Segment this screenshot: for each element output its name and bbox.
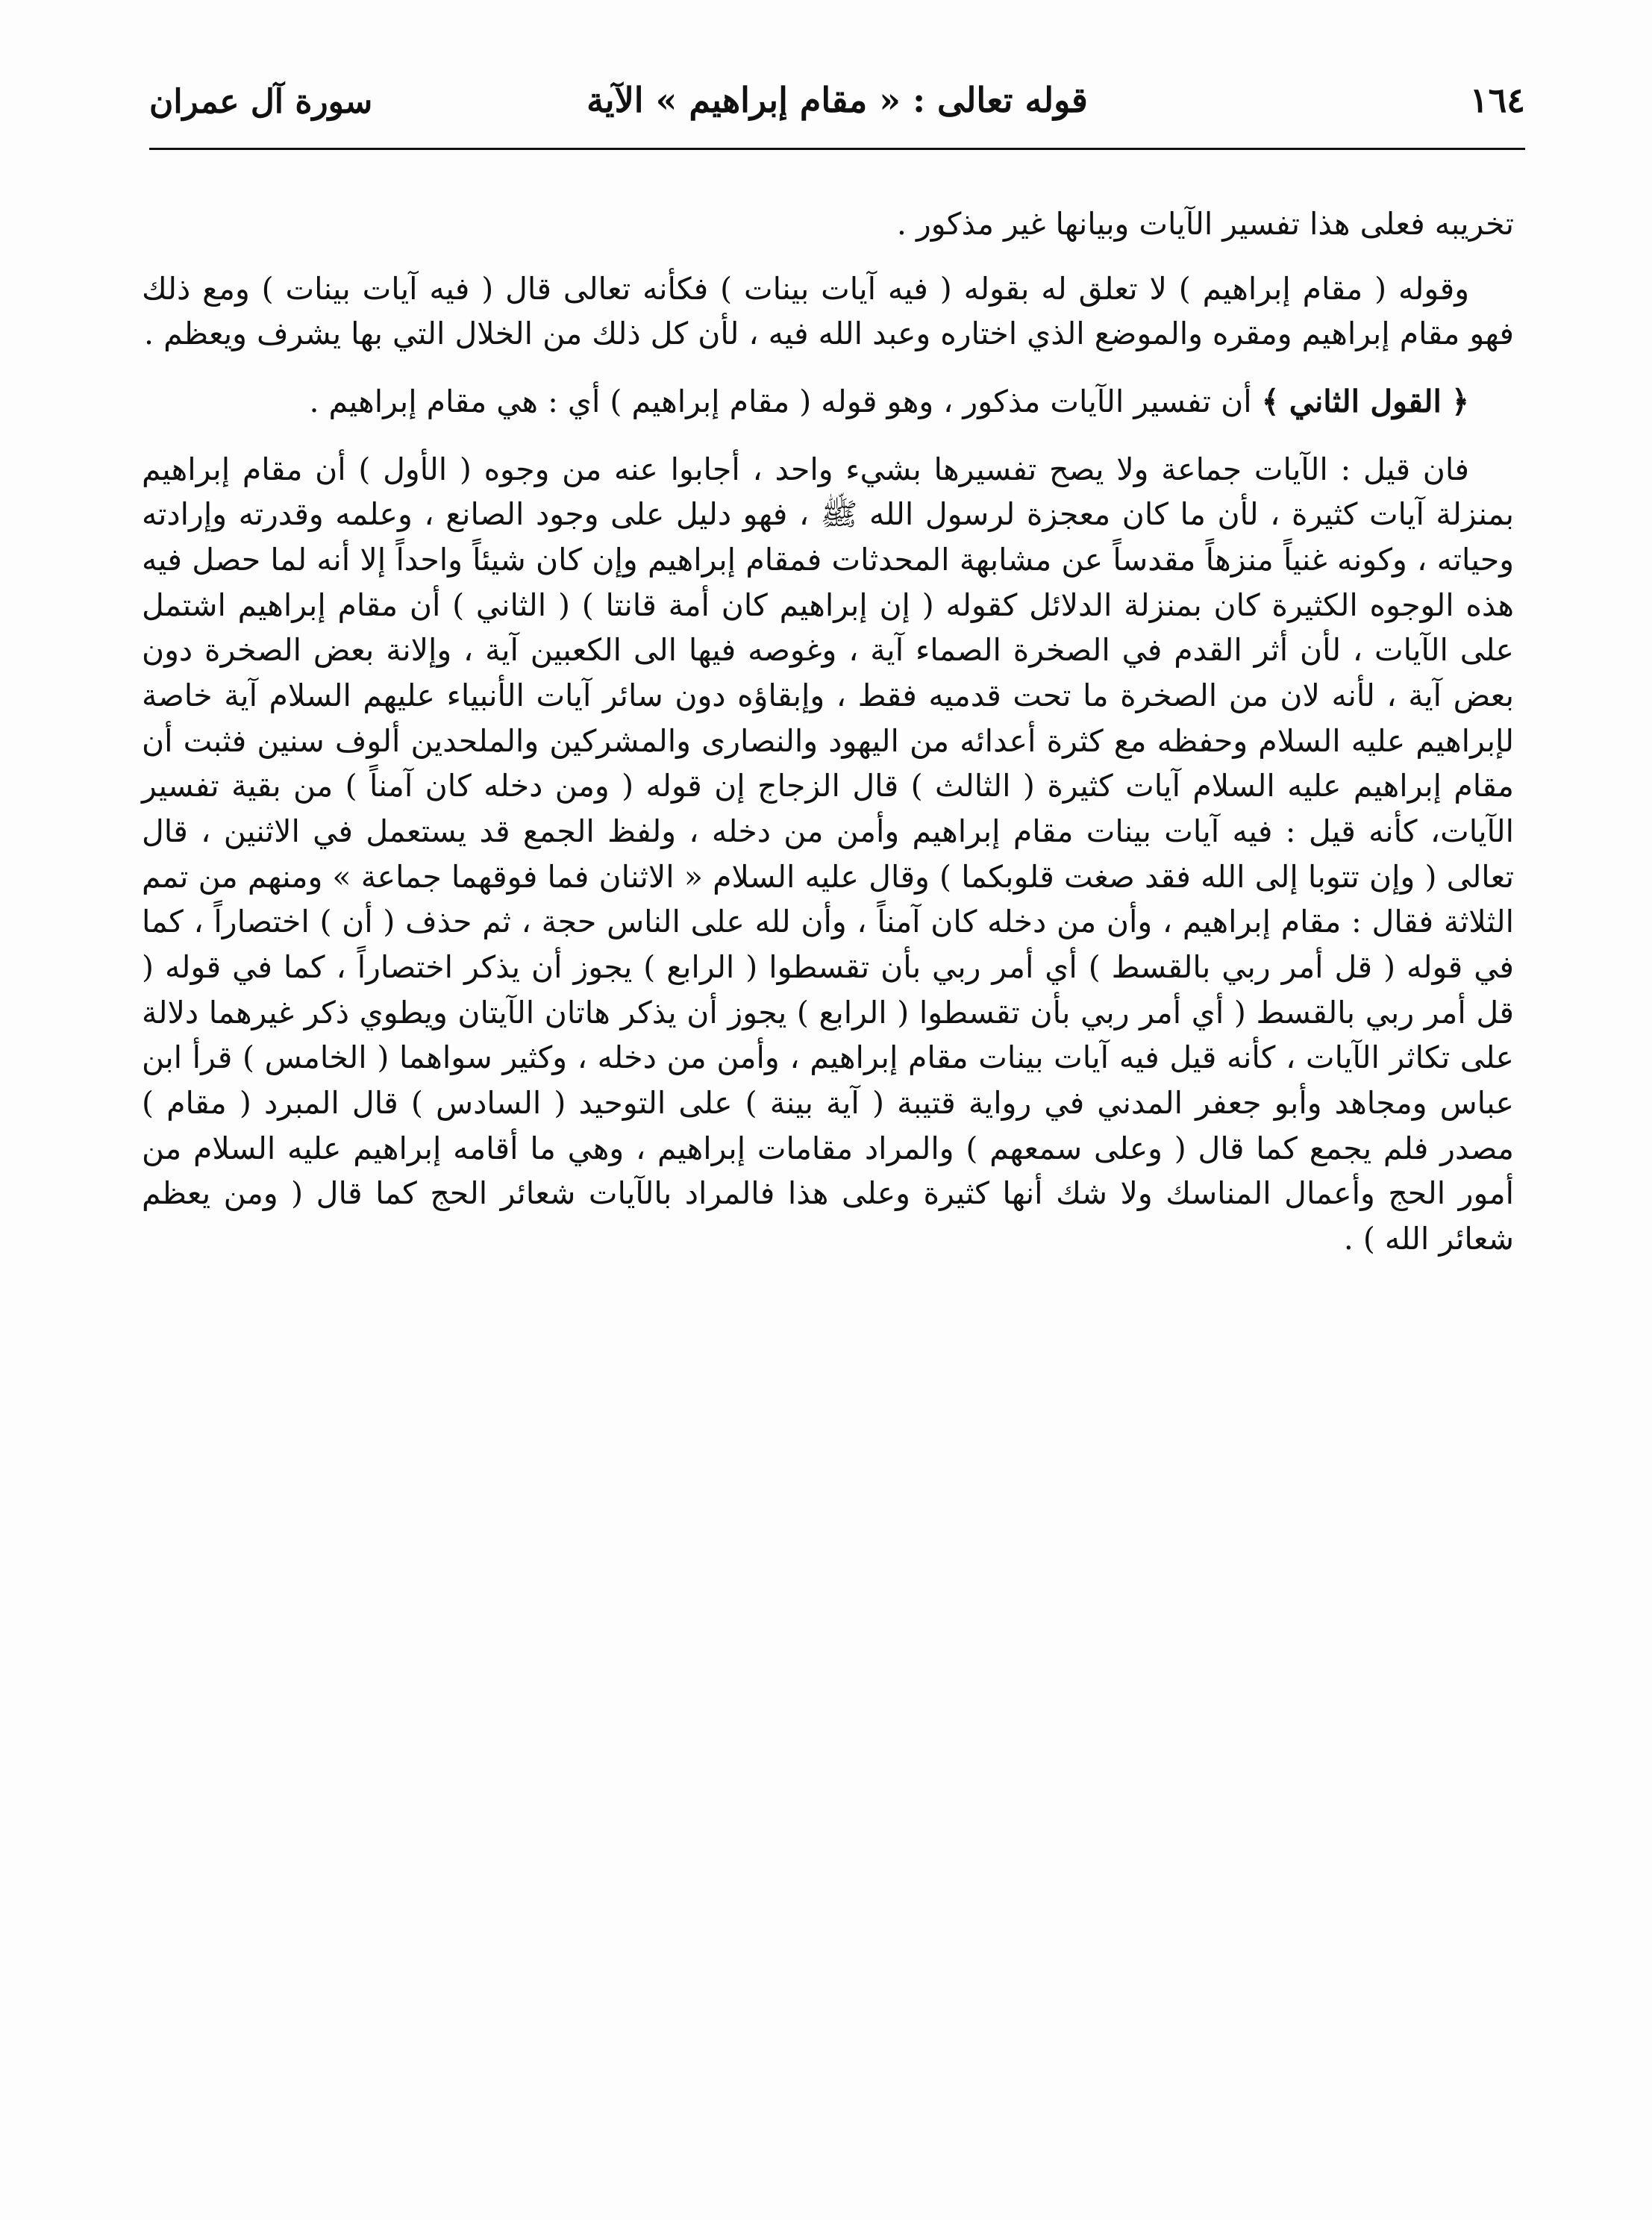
page-number: ١٦٤ [1469, 80, 1525, 120]
running-title: قوله تعالى : « مقام إبراهيم » الآية [586, 80, 1088, 120]
section-heading: القول الثاني [1289, 384, 1442, 420]
ornate-bracket-close: ﴾ [1261, 384, 1280, 420]
header-divider [149, 148, 1525, 150]
paragraph-2: وقوله ( مقام إبراهيم ) لا تعلق له بقوله ( فيه آيات بينات ) فكأنه تعالى قال ( فيه آيات بينات ) ومع ذلك فهو مقام إبراهيم ومقره والموضع الذي اختاره وعبد الله فيه ، لأن كل ذلك من الخلال التي بها يشرف ويعظم . [142, 270, 1514, 352]
paragraph-3-text: أن تفسير الآيات مذكور ، وهو قوله ( مقام إبراهيم ) أي : هي مقام إبراهيم . [309, 384, 1252, 420]
paragraph-1: تخريبه فعلى هذا تفسير الآيات وبيانها غير مذكور . [896, 206, 1514, 242]
surah-name: سورة آل عمران [149, 83, 373, 121]
page-body [142, 201, 1514, 1284]
page-header [149, 71, 1525, 138]
paragraph-3 [142, 379, 1514, 425]
ornate-bracket-open: ﴿ [1451, 384, 1469, 420]
paragraph-4: فان قيل : الآيات جماعة ولا يصح تفسيرها بشيء واحد ، أجابوا عنه من وجوه ( الأول ) أن مقام إبراهيم بمنزلة آيات كثيرة ، لأن ما كان معجزة لرسول الله ﷺ ، فهو دليل على وجود الصانع ، وعلمه وقدرته وإرادته وحياته ، وكونه غنياً منزهاً مقدساً عن مشابهة المحدثات فمقام إبراهيم وإن كان شيئاً واحداً إلا أنه لما حصل فيه هذه الوجوه الكثيرة كان بمنزلة الدلائل كقوله ( إن إبراهيم كان أمة قانتا ) ( الثاني ) أن مقام إبراهيم اشتمل على الآيات ، لأن أثر القدم في الصخرة الصماء آية ، وغوصه فيها الى الكعبين آية ، وإلانة بعض الصخرة دون بعض آية ، لأنه لان من الصخرة ما تحت قدميه فقط ، وإبقاؤه دون سائر آيات الأنبياء عليهم السلام آية خاصة لإبراهيم عليه السلام وحفظه مع كثرة أعدائه من اليهود والنصارى والمشركين والملحدين ألوف سنين فثبت أن مقام إبراهيم عليه السلام آيات كثيرة ( الثالث ) قال الزجاج إن قوله ( ومن دخله كان آمناً ) من بقية تفسير الآيات، كأنه قيل : فيه آيات بينات مقام إبراهيم وأمن من دخله ، ولفظ الجمع قد يستعمل في الاثنين ، قال تعالى ( وإن تتوبا إلى الله فقد صغت قلوبكما ) وقال عليه السلام « الاثنان فما فوقهما جماعة » ومنهم من تمم الثلاثة فقال : مقام إبراهيم ، وأن من دخله كان آمناً ، وأن لله على الناس حجة ، ثم حذف ( أن ) اختصاراً ، كما في قوله ( قل أمر ربي بالقسط ) أي أمر ربي بأن تقسطوا ( الرابع ) يجوز أن يذكر اختصاراً ، كما في قوله ( قل أمر ربي بالقسط ( أي أمر ربي بأن تقسطوا ( الرابع ) يجوز أن يذكر هاتان الآيتان ويطوي ذكر غيرهما دلالة على تكاثر الآيات ، كأنه قيل فيه آيات بينات مقام إبراهيم ، وأمن من دخله ، وكثير سواهما ( الخامس ) قرأ ابن عباس ومجاهد وأبو جعفر المدني في رواية قتيبة ( آية بينة ) على التوحيد ( السادس ) قال المبرد ( مقام ) مصدر فلم يجمع كما قال ( وعلى سمعهم ) والمراد مقامات إبراهيم ، وهي ما أقامه إبراهيم عليه السلام من أمور الحج وأعمال المناسك ولا شك أنها كثيرة وعلى هذا فالمراد بالآيات شعائر الحج كما قال ( ومن يعظم شعائر الله ) . [142, 451, 1515, 1257]
